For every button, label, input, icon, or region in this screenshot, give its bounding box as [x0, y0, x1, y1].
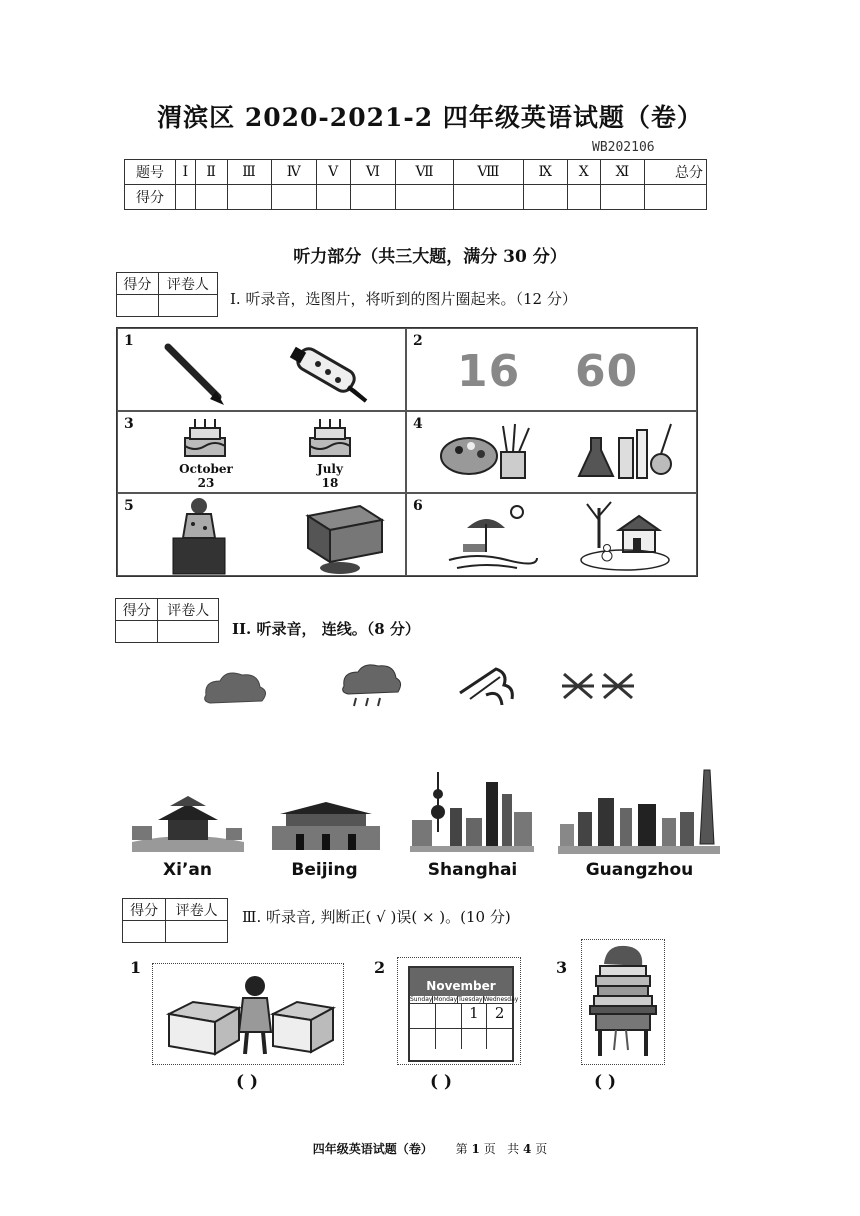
score-table-label-number: 题号: [125, 160, 176, 185]
beach-icon[interactable]: [447, 500, 537, 574]
guangzhou-skyline-icon[interactable]: [558, 768, 720, 856]
item-number: 6: [413, 498, 423, 514]
page-title: 渭滨区 2020-2021-2 四年级英语试题（卷）: [157, 103, 703, 132]
score-cell[interactable]: [271, 185, 316, 210]
score-col: Ⅴ: [316, 160, 350, 185]
score-col: Ⅲ: [227, 160, 271, 185]
score-table-label-score: 得分: [125, 185, 176, 210]
date-option-left[interactable]: [166, 462, 246, 490]
footer-total-pages: 4: [523, 1142, 532, 1156]
grader-score-label: 得分: [117, 273, 159, 295]
score-cell[interactable]: [567, 185, 600, 210]
windy-icon[interactable]: [456, 665, 520, 707]
item-2-picture: [397, 957, 521, 1065]
score-cell[interactable]: [350, 185, 396, 210]
score-col: Ⅹ: [567, 160, 600, 185]
calendar-row: [410, 1004, 512, 1029]
score-col: Ⅸ: [523, 160, 567, 185]
footer-total-label: 共: [507, 1142, 520, 1156]
city-label-guangzhou[interactable]: Guangzhou: [585, 860, 694, 880]
shanghai-skyline-icon[interactable]: [410, 772, 534, 854]
item-1-cell: [117, 328, 406, 411]
beijing-tiananmen-icon[interactable]: [266, 798, 386, 854]
footer-page-label: 第: [455, 1142, 468, 1156]
cloudy-icon[interactable]: [200, 665, 272, 709]
score-cell[interactable]: [645, 185, 707, 210]
date-option-right[interactable]: [290, 462, 370, 490]
snowy-icon[interactable]: [560, 666, 640, 706]
item-2-cell: [406, 328, 697, 411]
rainy-icon[interactable]: [340, 660, 404, 710]
score-cell[interactable]: [176, 185, 196, 210]
date-2: 2: [494, 1004, 505, 1022]
answer-paren-3[interactable]: ( ): [594, 1072, 617, 1092]
weekday: Monday: [433, 996, 458, 1003]
grader-score-cell[interactable]: [123, 921, 166, 943]
grader-name-cell[interactable]: [158, 621, 219, 643]
city-label-xian[interactable]: Xi’an: [163, 860, 212, 880]
section1-instruction: Ⅰ. 听录音，选图片，将听到的图片圈起来。（12 分）: [230, 290, 577, 308]
city-label-shanghai[interactable]: Shanghai: [427, 860, 518, 880]
item-number: 3: [124, 416, 134, 432]
calendar-month: November: [410, 968, 512, 996]
on-box-icon[interactable]: [163, 496, 243, 576]
answer-paren-1[interactable]: ( ): [236, 1072, 259, 1092]
item-number: 5: [124, 498, 134, 514]
score-col: Ⅱ: [195, 160, 227, 185]
birthday-cake-icon[interactable]: [180, 416, 230, 460]
item-6-cell: [406, 493, 697, 576]
grader-name-cell[interactable]: [166, 921, 228, 943]
calendar-weekdays: [410, 996, 519, 1004]
grader-box-2: [115, 598, 219, 643]
score-cell[interactable]: [316, 185, 350, 210]
date-month: October: [179, 462, 233, 476]
xian-bell-tower-icon[interactable]: [128, 790, 246, 856]
item-5-cell: [117, 493, 406, 576]
answer-paren-2[interactable]: ( ): [430, 1072, 453, 1092]
section1-picture-grid: [116, 327, 698, 577]
score-cell[interactable]: [227, 185, 271, 210]
score-table-header-row: [125, 160, 707, 185]
number-option-right[interactable]: 60: [575, 346, 639, 397]
lab-flasks-icon[interactable]: [577, 420, 677, 484]
score-col: Ⅶ: [396, 160, 454, 185]
boxes-with-monkey-icon: [163, 974, 335, 1058]
listening-header: 听力部分（共三大题，满分 30 分）: [293, 247, 567, 267]
grader-score-cell[interactable]: [117, 295, 159, 317]
score-cell[interactable]: [600, 185, 644, 210]
grader-name-label: 评卷人: [158, 599, 219, 621]
score-cell[interactable]: [523, 185, 567, 210]
grader-name-label: 评卷人: [166, 899, 228, 921]
paper-code: WB202106: [592, 140, 655, 155]
date-day: 23: [197, 476, 215, 490]
weekday: Tuesday: [458, 996, 483, 1003]
item-number: 2: [374, 958, 386, 977]
palette-icon[interactable]: [439, 424, 539, 484]
score-col-total: 总分: [645, 160, 707, 185]
date-1: 1: [462, 1004, 488, 1028]
score-col: Ⅳ: [271, 160, 316, 185]
grader-name-cell[interactable]: [158, 295, 217, 317]
books-on-desk-icon: [586, 944, 660, 1060]
footer-page-number: 1: [471, 1142, 480, 1156]
item-4-cell: [406, 411, 697, 493]
item-number: 3: [556, 958, 568, 977]
score-table-score-row: [125, 185, 707, 210]
date-day: 18: [321, 476, 339, 490]
score-col: Ⅺ: [600, 160, 644, 185]
score-cell[interactable]: [396, 185, 454, 210]
item-number: 1: [130, 958, 142, 977]
item-3-picture: [581, 939, 665, 1065]
grader-box-1: [116, 272, 218, 317]
score-col: Ⅷ: [453, 160, 523, 185]
number-option-left[interactable]: 16: [457, 346, 521, 397]
item-number: 1: [124, 333, 134, 349]
under-box-icon[interactable]: [300, 500, 390, 576]
item-3-cell: [117, 411, 406, 493]
grader-score-label: 得分: [116, 599, 158, 621]
grader-score-label: 得分: [123, 899, 166, 921]
footer-total-unit: 页: [535, 1142, 548, 1156]
section3-instruction: Ⅲ. 听录音, 判断正( √ )误( × )。(10 分): [242, 908, 511, 926]
birthday-cake-icon[interactable]: [305, 416, 355, 460]
score-table: [124, 159, 707, 210]
pencil-icon[interactable]: [158, 339, 238, 409]
grader-score-cell[interactable]: [116, 621, 158, 643]
weekday: Wednesday: [483, 996, 519, 1003]
weekday: Sunday: [410, 996, 433, 1003]
score-cell[interactable]: [453, 185, 523, 210]
footer-page-unit: 页: [483, 1142, 496, 1156]
grader-box-3: [122, 898, 228, 943]
score-col: Ⅰ: [176, 160, 196, 185]
score-cell[interactable]: [195, 185, 227, 210]
item-1-picture: [152, 963, 344, 1065]
item-number: 2: [413, 333, 423, 349]
section2-instruction: II. 听录音， 连线。（8 分）: [232, 620, 420, 638]
page-footer: [0, 1140, 860, 1157]
crayon-icon[interactable]: [288, 339, 383, 409]
footer-title: 四年级英语试题（卷）: [312, 1142, 433, 1156]
date-month: July: [317, 462, 343, 476]
score-col: Ⅵ: [350, 160, 396, 185]
calendar-row: [410, 1029, 512, 1049]
snow-house-icon[interactable]: [577, 498, 672, 574]
city-label-beijing[interactable]: Beijing: [291, 860, 358, 880]
grader-name-label: 评卷人: [158, 273, 217, 295]
item-number: 4: [413, 416, 423, 432]
calendar-icon: [408, 966, 519, 1062]
